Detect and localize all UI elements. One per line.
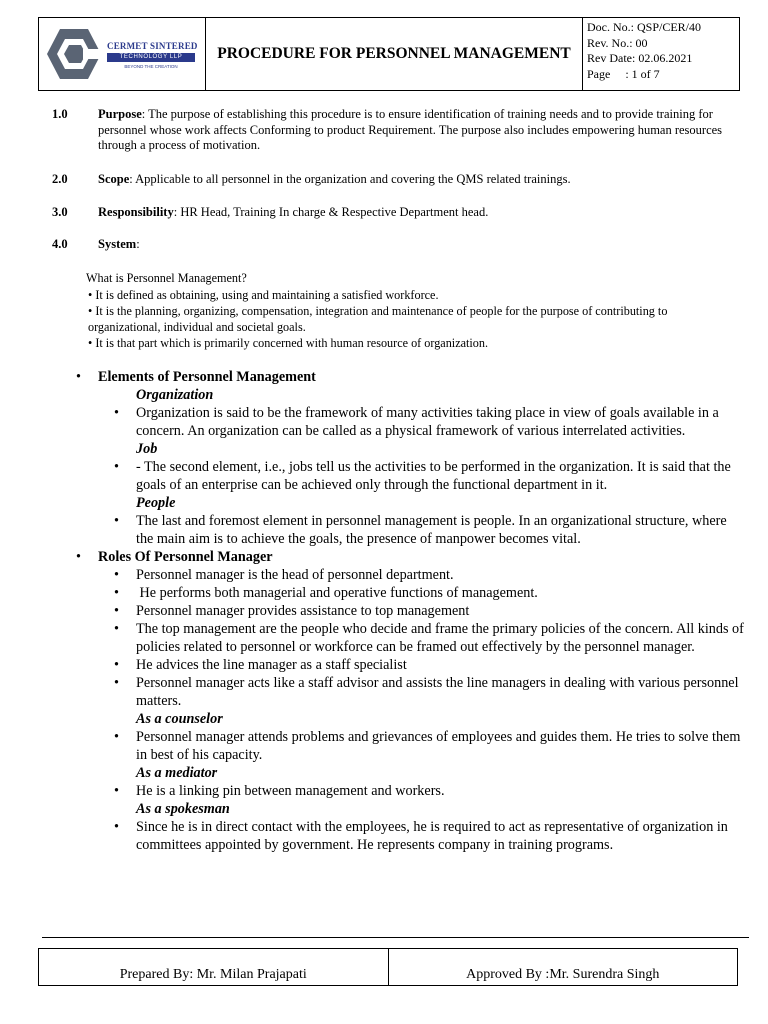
approved-by: Approved By :Mr. Surendra Singh (388, 949, 738, 986)
revision-date: Rev Date: 02.06.2021 (587, 51, 693, 65)
section-number: 1.0 (52, 107, 68, 121)
element-subheading: Organization (136, 387, 214, 403)
system-question: What is Personnel Management? (86, 271, 247, 285)
section-text: : Applicable to all personnel in the organization and covering the QMS related trainings. (129, 172, 571, 186)
element-subheading: People (136, 495, 176, 511)
list-item: • Personnel manager attends problems and grievances of employees and guides them. He tries to solve them in best of his capacity. (76, 728, 746, 764)
list-item: • Personnel manager acts like a staff advisor and assists the line managers in dealing with various personnel matters. (76, 674, 746, 710)
document-header (38, 17, 740, 91)
section-label: Scope (98, 172, 130, 186)
section-number: 2.0 (52, 172, 68, 186)
document-title: PROCEDURE FOR PERSONNEL MANAGEMENT (206, 18, 583, 91)
company-logo (39, 18, 205, 90)
list-item: • The last and foremost element in personnel management is people. In an organizational structure, where the main aim is to achieve the goals, the presence of manpower becomes vital. (76, 512, 746, 548)
role-subheading: As a spokesman (136, 801, 230, 817)
list-item: • The top management are the people who decide and frame the primary policies of the concern. All kinds of policies related to personnel or workforce can be framed out effectively by the personnel manager. (76, 620, 746, 656)
section-label: Responsibility (98, 205, 174, 219)
list-item: • He advices the line manager as a staff specialist (76, 656, 746, 674)
roles-heading: • Roles Of Personnel Manager (76, 548, 746, 566)
document-meta (583, 18, 740, 91)
element-subheading: Job (136, 441, 158, 457)
logo-tagline: BEYOND THE CREATION (124, 64, 178, 69)
list-item: • Since he is in direct contact with the employees, he is required to act as representative of organization in committees appointed by government. He represents company in training programs. (76, 818, 746, 854)
page-number: Page : 1 of 7 (587, 66, 660, 81)
hexagon-logo-icon (45, 27, 103, 81)
doc-number: Doc. No.: QSP/CER/40 (587, 20, 702, 34)
logo-cell (39, 18, 206, 91)
role-subheading: As a mediator (136, 765, 218, 781)
system-point: • It is that part which is primarily concerned with human resource of organization. (88, 336, 489, 350)
section-text: : The purpose of establishing this procedure is to ensure identification of training needs and to provide training for personnel whose work affects Conforming to product Requirement. The purpose also includes empowering human resources through a process of motivation. (98, 107, 723, 152)
list-item: • He is a linking pin between management and workers. (76, 782, 746, 800)
list-item: • - The second element, i.e., jobs tell us the activities to be performed in the organization. It is said that the goals of an enterprise can be achieved only through the functional department in it. (76, 458, 746, 494)
logo-brand-text: CERMET SINTERED (107, 41, 198, 51)
section-responsibility (52, 205, 742, 221)
section-scope (52, 172, 742, 188)
section-number: 4.0 (52, 237, 68, 251)
prepared-by: Prepared By: Mr. Milan Prajapati (39, 949, 389, 986)
list-item: • Personnel manager provides assistance to top management (76, 602, 746, 620)
section-label: Purpose (98, 107, 142, 121)
system-point: • It is the planning, organizing, compensation, integration and maintenance of people for the purpose of contributing to organizational, individual and societal goals. (88, 304, 668, 334)
main-bullet-list (76, 368, 746, 854)
section-text: : (136, 237, 140, 251)
section-text: : HR Head, Training In charge & Respective Department head. (173, 205, 489, 219)
section-purpose (52, 107, 742, 154)
footer-divider (42, 937, 749, 938)
section-number: 3.0 (52, 205, 68, 219)
footer-signatures (38, 948, 738, 986)
section-label: System (98, 237, 137, 251)
logo-sub-text: TECHNOLOGY LLP (107, 53, 195, 62)
elements-heading: • Elements of Personnel Management (76, 368, 746, 386)
section-system (52, 237, 742, 253)
system-point: • It is defined as obtaining, using and maintaining a satisfied workforce. (88, 288, 439, 302)
list-item: • He performs both managerial and operative functions of management. (76, 584, 746, 602)
role-subheading: As a counselor (136, 711, 223, 727)
list-item: • Organization is said to be the framework of many activities taking place in view of goals available in a concern. An organization can be called as a physical framework of various interrelated activities. (76, 404, 746, 440)
revision-number: Rev. No.: 00 (587, 35, 648, 50)
list-item: • Personnel manager is the head of personnel department. (76, 566, 746, 584)
